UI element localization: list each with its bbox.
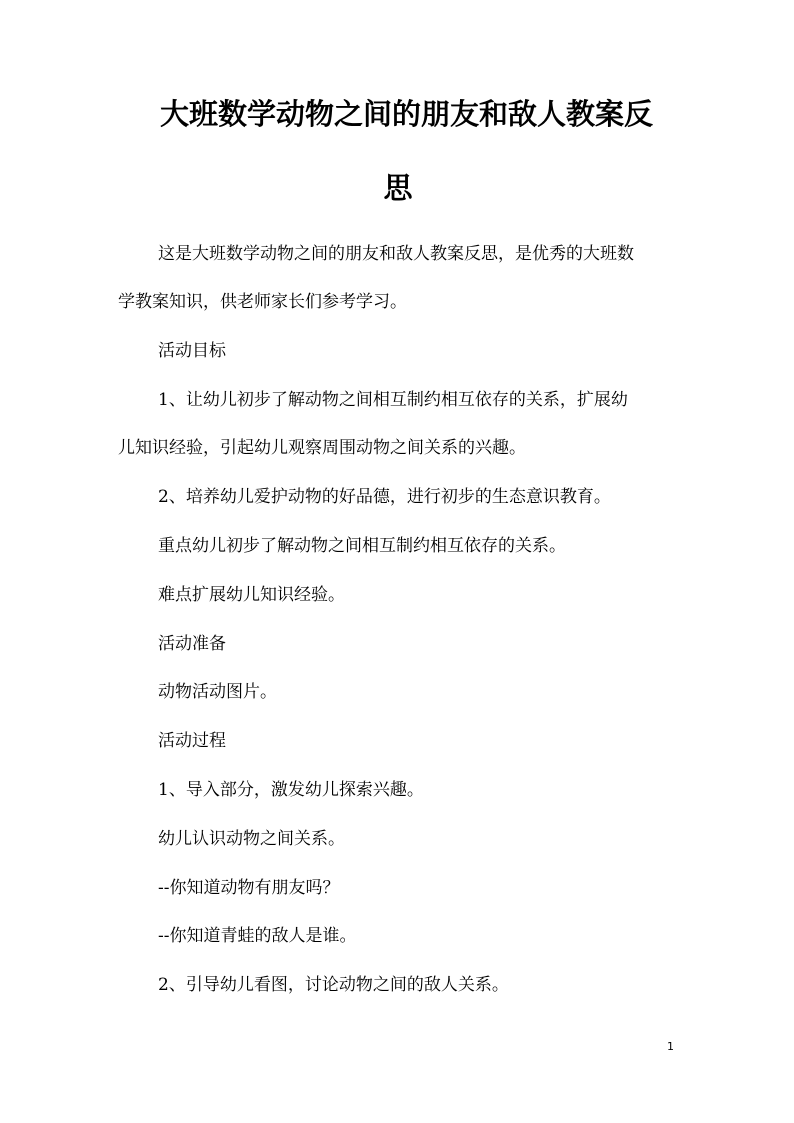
preparation-heading: 活动准备	[158, 634, 226, 654]
process-step-2: 2、引导幼儿看图，讨论动物之间的敌人关系。	[158, 975, 509, 995]
intro-paragraph-line-1: 这是大班数学动物之间的朋友和敌人教案反思，是优秀的大班数	[158, 244, 634, 264]
goal-1-line-2: 儿知识经验，引起幼儿观察周围动物之间关系的兴趣。	[118, 438, 526, 458]
process-heading: 活动过程	[158, 731, 226, 751]
process-step-1: 1、导入部分，激发幼儿探索兴趣。	[158, 780, 424, 800]
document-title-line-2: 思	[383, 171, 413, 205]
preparation-item: 动物活动图片。	[158, 682, 277, 702]
question-2: --你知道青蛙的敌人是谁。	[158, 926, 357, 946]
key-point: 重点幼儿初步了解动物之间相互制约相互依存的关系。	[158, 536, 566, 556]
goal-2: 2、培养幼儿爱护动物的好品德，进行初步的生态意识教育。	[158, 487, 611, 507]
goal-1-line-1: 1、让幼儿初步了解动物之间相互制约相互依存的关系，扩展幼	[158, 390, 628, 410]
document-title-line-1: 大班数学动物之间的朋友和敌人教案反	[160, 97, 654, 131]
goals-heading: 活动目标	[158, 341, 226, 361]
page-number: 1	[667, 1040, 674, 1053]
question-1: --你知道动物有朋友吗？	[158, 878, 340, 898]
intro-paragraph-line-2: 学教案知识，供老师家长们参考学习。	[118, 292, 407, 312]
process-step-1-detail: 幼儿认识动物之间关系。	[158, 829, 345, 849]
difficulty-point: 难点扩展幼儿知识经验。	[158, 585, 345, 605]
